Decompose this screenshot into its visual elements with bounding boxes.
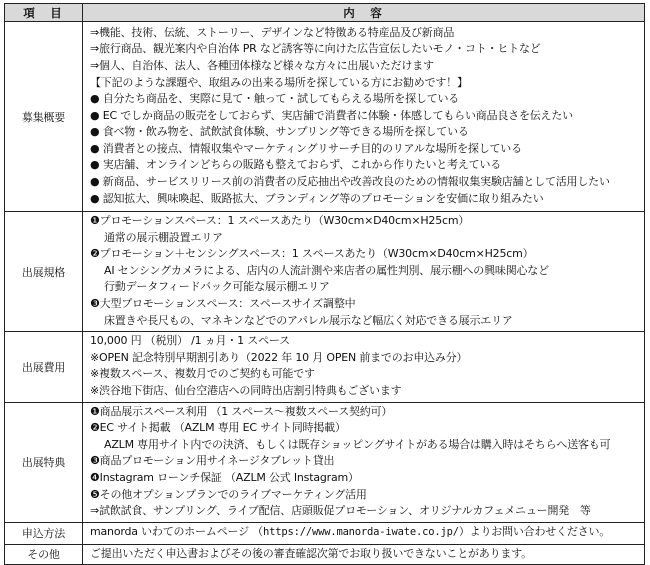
sonota-line: ご提出いただく申込書およびその後の審査確認次第でお取り扱いできないことがあります。 [90, 546, 532, 560]
moushikomi-line [90, 524, 638, 541]
tokuten-line: ❷EC サイト掲載 （AZLM 専用 EC サイト同時掲載） [90, 421, 346, 435]
row-hiyou [5, 332, 645, 402]
row-kikaku [5, 212, 645, 332]
row-label-sonota: その他 [5, 544, 83, 565]
header-item: 項 目 [5, 4, 83, 22]
hiyou-line: ※複数スペース、複数月でのご契約も可能です [90, 367, 315, 381]
hiyou-line: 10,000 円 （税別） /1 ヵ月・1 スペース [90, 334, 290, 348]
row-tokuten [5, 402, 645, 522]
boshu-line: ● 自分たち商品を、実際に見て・触って・試してもらえる場所を探している [90, 92, 460, 106]
kikaku-line: ❷プロモーション＋センシングスペース：1 スペースあたり（W30cm×D40cm×H25cm） [90, 247, 534, 261]
hiyou-line: ※渋谷地下街店、仙台空港店への同時出店割引特典もございます [90, 383, 402, 397]
boshu-line: ● 新商品、サービスリリース前の消費者の反応抽出や改善改良のための情報収集実験店舗として活用したい [90, 175, 610, 189]
row-content-moushikomi [83, 522, 645, 544]
tokuten-line: ❶商品展示スペース利用 （1 スペース～複数スペース契約可） [90, 404, 393, 418]
row-content-sonota [83, 544, 645, 565]
row-content-kikaku [83, 212, 645, 332]
homepage-link[interactable]: https://www.manorda-iwate.co.jp/ [262, 526, 459, 539]
kikaku-line: ❸大型プロモーションスペース：スペースサイズ調整中 [90, 296, 356, 310]
tokuten-line: ❹Instagram ローンチ保証 （AZLM 公式 Instagram） [90, 470, 359, 484]
row-sonota [5, 544, 645, 565]
kikaku-line: 行動データフィードバック可能な展示棚エリア [104, 280, 330, 294]
moushikomi-suffix: ）よりお問い合わせください。 [458, 525, 611, 539]
kikaku-line: 通常の展示棚設置エリア [104, 230, 223, 244]
hiyou-line: ※OPEN 記念特別早期割引あり（2022 年 10 月 OPEN 前までのお申込み分） [90, 350, 468, 364]
moushikomi-prefix: manorda いわてのホームページ （ [90, 525, 263, 539]
boshu-line: ⇒個人、自治体、法人、各種団体様など様々な方々に出展いただけます [90, 58, 434, 72]
tokuten-line: AZLM 専用サイト内での決済、もしくは既存ショッピングサイトがある場合は購入時はそちらへ送客も可 [104, 437, 611, 451]
row-label-kikaku: 出展規格 [5, 212, 83, 332]
kikaku-line: AI センシングカメラによる、店内の人流計測や来店者の属性判別、展示棚への興味関心など [104, 263, 549, 277]
tokuten-line: ❺その他オプションプランでのライブマーケティング活用 [90, 487, 367, 501]
boshu-line: ● 認知拡大、興味喚起、販路拡大、ブランディング等のプロモーションを安価に取り組みたい [90, 191, 544, 205]
row-moushikomi [5, 522, 645, 544]
row-content-tokuten [83, 402, 645, 522]
boshu-line: 【下記のような課題や、取組みの出来る場所を探している方にお勧めです！】 [90, 75, 468, 89]
kikaku-line: ❶プロモーションスペース：1 スペースあたり（W30cm×D40cm×H25cm） [90, 214, 470, 227]
boshu-line: ⇒旅行商品、観光案内や自治体 PR など誘客等に向けた広告宣伝したいモノ・コト・ヒトなど [90, 42, 541, 56]
row-label-boshu: 募集概要 [5, 22, 83, 212]
tokuten-line: ⇒試飲試食、サンプリング、ライブ配信、店頭販促プロモーション、オリジナルカフェメニュー開発 等 [90, 504, 591, 518]
header-content: 内 容 [83, 4, 645, 22]
row-content-hiyou [83, 332, 645, 402]
row-content-boshu [83, 22, 645, 212]
boshu-line: ● EC でしか商品の販売をしておらず、実店舗で消費者に体験・体感してもらい商品良さを伝えたい [90, 108, 573, 122]
boshu-line: ● 実店舗、オンラインどちらの販路も整えておらず、これから作りたいと考えている [90, 158, 502, 172]
row-label-hiyou: 出展費用 [5, 332, 83, 402]
header-row [5, 4, 645, 22]
row-label-moushikomi: 申込方法 [5, 522, 83, 544]
row-label-tokuten: 出展特典 [5, 402, 83, 522]
boshu-line: ⇒機能、技術、伝統、ストーリー、デザインなど特徴ある特産品及び新商品 [90, 25, 455, 39]
info-table [4, 3, 645, 565]
kikaku-line: 床置きや長尺もの、マネキンなどでのアパレル展示など幅広く対応できる展示エリア [104, 313, 513, 327]
boshu-line: ● 食べ物・飲み物を、試飲試食体験、サンプリング等できる場所を探している [90, 125, 469, 139]
row-boshu [5, 22, 645, 212]
boshu-line: ● 消費者との接点、情報収集やマーケティングリサーチ目的のリアルな場所を探している [90, 141, 522, 155]
tokuten-line: ❸商品プロモーション用サイネージタブレット貸出 [90, 454, 335, 468]
